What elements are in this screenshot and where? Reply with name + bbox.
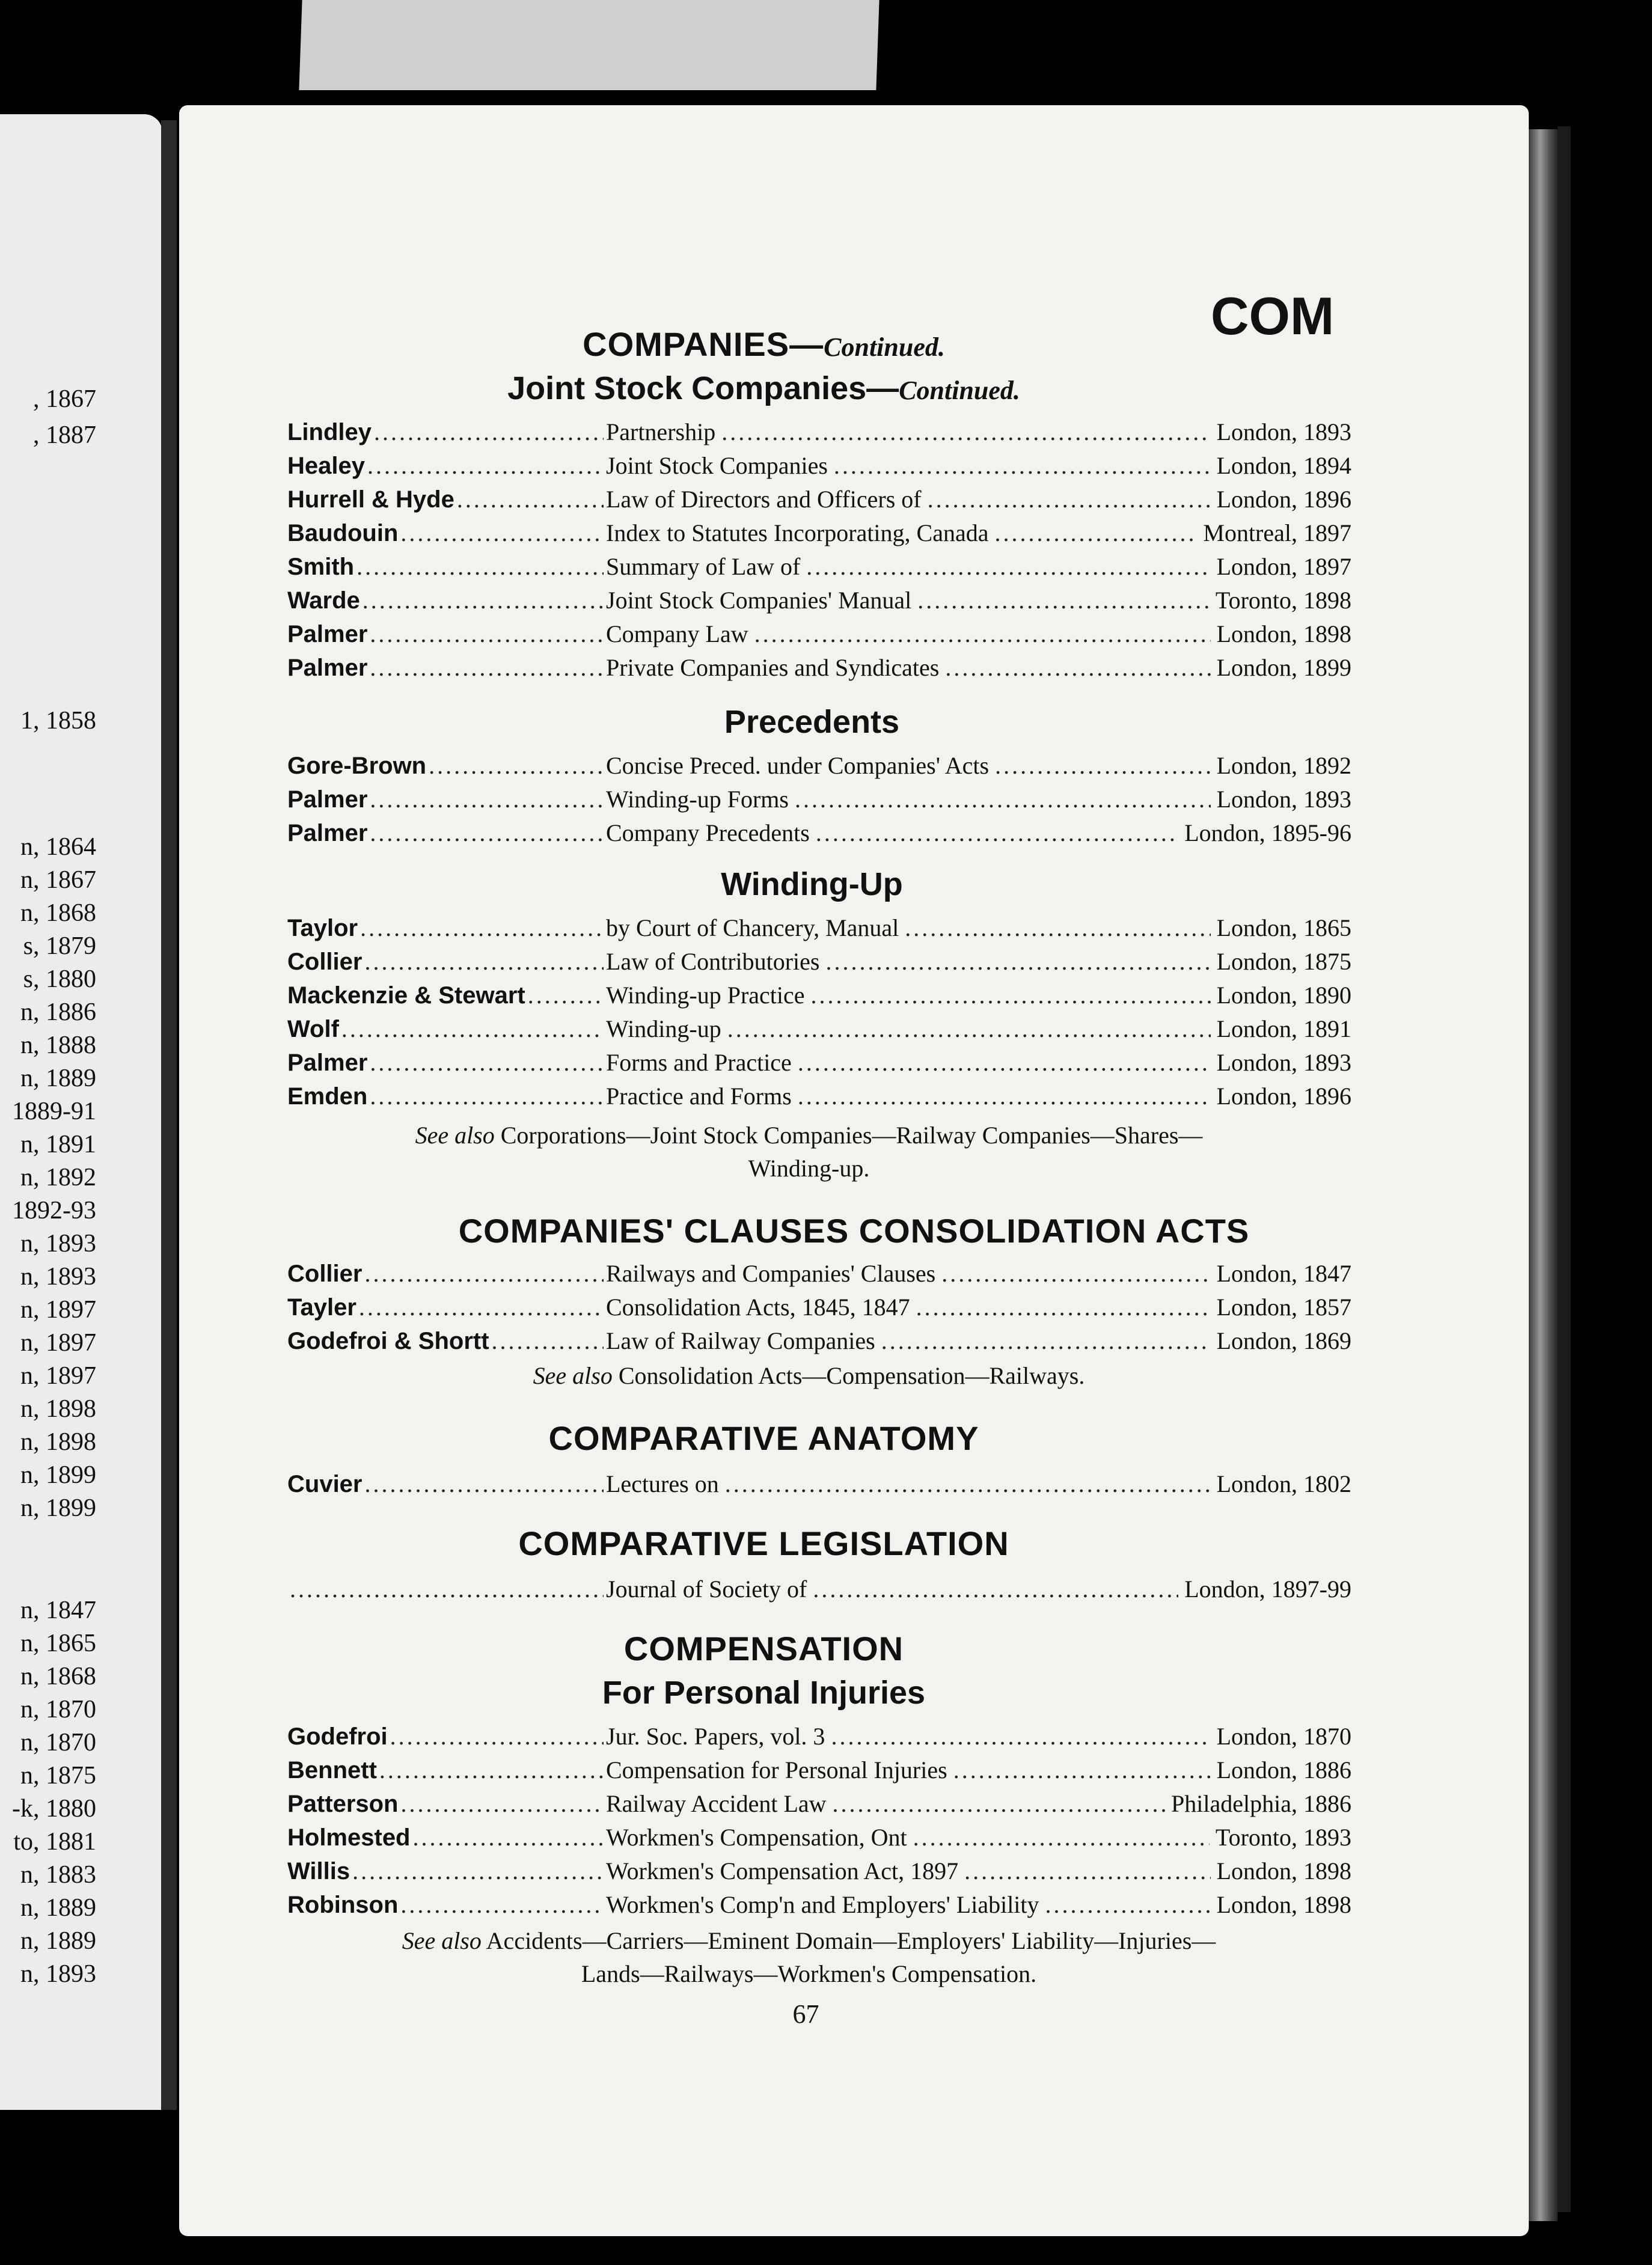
entry-author: Palmer bbox=[287, 1050, 368, 1076]
left-page-fragment: n, 1899 bbox=[20, 1461, 96, 1489]
entry-place-date: London, 1891 bbox=[1213, 1015, 1351, 1043]
entry-place-date: London, 1893 bbox=[1213, 785, 1351, 813]
dot-leader bbox=[528, 981, 604, 1009]
entry-row bbox=[287, 653, 1351, 687]
entry-place-date: London, 1893 bbox=[1213, 418, 1351, 446]
entry-author: Willis bbox=[287, 1858, 350, 1884]
left-page-fragment: n, 1875 bbox=[20, 1762, 96, 1790]
entry-row bbox=[287, 981, 1351, 1015]
dot-leader bbox=[913, 1823, 1210, 1851]
entry-author: Godefroi bbox=[287, 1723, 388, 1750]
entry-row bbox=[287, 947, 1351, 981]
left-page-fragment: 1892-93 bbox=[12, 1197, 96, 1224]
entry-title: Company Precedents bbox=[606, 819, 813, 847]
entry-title: Joint Stock Companies bbox=[606, 451, 831, 480]
left-page-fragment: n, 1898 bbox=[20, 1395, 96, 1423]
dot-leader bbox=[370, 1048, 604, 1077]
left-page-fragment: n, 1888 bbox=[20, 1032, 96, 1059]
entry-title: Summary of Law of bbox=[606, 552, 804, 581]
entry-author: Godefroi & Shortt bbox=[287, 1328, 489, 1354]
see-also-label: See also bbox=[402, 1927, 482, 1954]
dot-leader bbox=[995, 751, 1210, 780]
entry-row bbox=[287, 751, 1351, 785]
see-also-corporations bbox=[179, 1121, 1439, 1149]
entry-title: Forms and Practice bbox=[606, 1048, 795, 1077]
left-page-fragment: n, 1897 bbox=[20, 1329, 96, 1357]
see-also-consolidation bbox=[179, 1362, 1439, 1390]
entry-title: Workmen's Compensation, Ont bbox=[606, 1823, 911, 1851]
dot-leader bbox=[727, 1015, 1211, 1043]
entry-author: Healey bbox=[287, 453, 365, 479]
entry-row bbox=[287, 1082, 1351, 1116]
entry-row bbox=[287, 620, 1351, 653]
page-edge bbox=[1529, 129, 1558, 2221]
entry-place-date: London, 1869 bbox=[1213, 1327, 1351, 1355]
entry-author: Taylor bbox=[287, 915, 358, 941]
entry-row bbox=[287, 1575, 1351, 1609]
dot-leader bbox=[754, 620, 1211, 648]
dot-leader bbox=[413, 1823, 604, 1851]
dot-leader bbox=[813, 1575, 1178, 1603]
entry-title: Winding-up bbox=[606, 1015, 725, 1043]
see-also-text: Consolidation Acts—Compensation—Railways. bbox=[618, 1362, 1085, 1389]
see-also-accidents bbox=[179, 1927, 1439, 1955]
heading-winding-up: Winding-Up bbox=[721, 866, 903, 902]
dot-leader bbox=[905, 914, 1210, 942]
dot-leader bbox=[352, 1857, 604, 1885]
see-also-text: Corporations—Joint Stock Companies—Railway Companies—Shares— bbox=[500, 1122, 1203, 1149]
entry-author: Warde bbox=[287, 587, 360, 614]
entry-author: Collier bbox=[287, 949, 363, 975]
entry-author: Lindley bbox=[287, 419, 372, 445]
dot-leader bbox=[400, 519, 604, 547]
entry-row bbox=[287, 1756, 1351, 1790]
dot-leader bbox=[370, 620, 604, 648]
entry-row bbox=[287, 819, 1351, 852]
left-page-fragment: n, 1889 bbox=[20, 1927, 96, 1955]
entry-row bbox=[287, 485, 1351, 519]
dot-leader bbox=[457, 485, 604, 513]
entry-author: Robinson bbox=[287, 1892, 399, 1918]
dot-leader bbox=[811, 981, 1211, 1009]
left-page-fragment: to, 1881 bbox=[13, 1828, 96, 1856]
left-page-fragment: n, 1889 bbox=[20, 1894, 96, 1922]
dot-leader bbox=[798, 1048, 1211, 1077]
entry-title: Practice and Forms bbox=[606, 1082, 795, 1110]
heading-clauses: COMPANIES' CLAUSES CONSOLIDATION ACTS bbox=[458, 1212, 1250, 1250]
dot-leader bbox=[725, 1470, 1211, 1498]
entry-author: Bennett bbox=[287, 1757, 377, 1784]
left-page-fragment: n, 1897 bbox=[20, 1362, 96, 1390]
entry-row bbox=[287, 914, 1351, 947]
entry-author: Baudouin bbox=[287, 520, 399, 546]
dot-leader bbox=[341, 1015, 604, 1043]
entry-author: Holmested bbox=[287, 1824, 411, 1851]
heading-companies-cont: Continued. bbox=[824, 332, 945, 362]
dot-leader bbox=[370, 1082, 604, 1110]
entry-author: Gore-Brown bbox=[287, 753, 427, 779]
page-gutter bbox=[161, 120, 177, 2110]
entry-title: Company Law bbox=[606, 620, 752, 648]
heading-compensation: COMPENSATION bbox=[623, 1630, 904, 1667]
dot-leader bbox=[360, 914, 604, 942]
left-page-fragment: , 1887 bbox=[33, 421, 96, 449]
left-page-fragment: n, 1870 bbox=[20, 1729, 96, 1756]
entry-title: Law of Contributories bbox=[606, 947, 824, 976]
dot-leader bbox=[806, 552, 1210, 581]
entry-row bbox=[287, 785, 1351, 819]
entry-title: Index to Statutes Incorporating, Canada bbox=[606, 519, 992, 547]
dot-leader bbox=[916, 1293, 1211, 1321]
entry-author: Palmer bbox=[287, 621, 368, 647]
see-also-text: Accidents—Carriers—Eminent Domain—Employers' Liability—Injuries— bbox=[486, 1927, 1216, 1954]
entry-row bbox=[287, 1722, 1351, 1756]
entry-row bbox=[287, 552, 1351, 586]
entry-title: Concise Preced. under Companies' Acts bbox=[606, 751, 993, 780]
dot-leader bbox=[359, 1293, 604, 1321]
left-page-fragment: n, 1864 bbox=[20, 833, 96, 861]
left-page bbox=[0, 114, 162, 2110]
entry-title: Winding-up Practice bbox=[606, 981, 809, 1009]
entry-author: Cuvier bbox=[287, 1471, 363, 1497]
entry-place-date: London, 1890 bbox=[1213, 981, 1351, 1009]
entry-title: Winding-up Forms bbox=[606, 785, 792, 813]
dot-leader bbox=[928, 485, 1211, 513]
dot-leader bbox=[379, 1756, 604, 1784]
dot-leader bbox=[941, 1259, 1210, 1288]
heading-joint-stock bbox=[179, 370, 1439, 407]
dot-leader bbox=[833, 1790, 1165, 1818]
left-page-fragment: n, 1870 bbox=[20, 1696, 96, 1723]
entry-row bbox=[287, 451, 1351, 485]
entry-title: by Court of Chancery, Manual bbox=[606, 914, 902, 942]
dot-leader bbox=[826, 947, 1211, 976]
entry-author: Wolf bbox=[287, 1016, 339, 1042]
left-page-fragment: n, 1889 bbox=[20, 1065, 96, 1092]
entry-place-date: London, 1895-96 bbox=[1181, 819, 1351, 847]
dot-leader bbox=[364, 1259, 604, 1288]
entry-place-date: Toronto, 1898 bbox=[1212, 586, 1351, 614]
dot-leader bbox=[881, 1327, 1211, 1355]
left-page-fragment: n, 1893 bbox=[20, 1263, 96, 1291]
entry-place-date: London, 1898 bbox=[1213, 1891, 1351, 1919]
left-page-fragment: n, 1893 bbox=[20, 1230, 96, 1258]
dot-leader bbox=[721, 418, 1210, 446]
heading-personal-injuries: For Personal Injuries bbox=[602, 1675, 926, 1711]
entry-place-date: Philadelphia, 1886 bbox=[1167, 1790, 1351, 1818]
dot-leader bbox=[400, 1891, 604, 1919]
dot-leader bbox=[365, 1470, 604, 1498]
entry-place-date: London, 1802 bbox=[1213, 1470, 1351, 1498]
entry-row bbox=[287, 1857, 1351, 1891]
page-number: 67 bbox=[792, 1999, 819, 2029]
entry-place-date: London, 1898 bbox=[1213, 620, 1351, 648]
entry-author: Hurrell & Hyde bbox=[287, 486, 454, 513]
dot-leader bbox=[370, 785, 604, 813]
entry-place-date: London, 1899 bbox=[1213, 653, 1351, 682]
left-page-fragment: 1889-91 bbox=[12, 1098, 96, 1125]
entry-title: Compensation for Personal Injuries bbox=[606, 1756, 951, 1784]
entry-row bbox=[287, 586, 1351, 620]
left-page-fragment: n, 1893 bbox=[20, 1960, 96, 1988]
dot-leader bbox=[795, 785, 1211, 813]
entry-place-date: London, 1847 bbox=[1213, 1259, 1351, 1288]
entry-title: Workmen's Comp'n and Employers' Liability bbox=[606, 1891, 1043, 1919]
dot-leader bbox=[370, 819, 604, 847]
see-also-label: See also bbox=[533, 1362, 613, 1389]
entry-place-date: London, 1896 bbox=[1213, 485, 1351, 513]
dot-leader bbox=[1045, 1891, 1211, 1919]
left-page-fragment: n, 1898 bbox=[20, 1428, 96, 1456]
dot-leader bbox=[798, 1082, 1211, 1110]
entry-row bbox=[287, 1790, 1351, 1823]
entry-title: Workmen's Compensation Act, 1897 bbox=[606, 1857, 962, 1885]
dot-leader bbox=[953, 1756, 1211, 1784]
left-page-fragment: n, 1865 bbox=[20, 1630, 96, 1657]
dot-leader bbox=[374, 418, 604, 446]
left-page-fragment: -k, 1880 bbox=[12, 1795, 96, 1823]
entry-place-date: London, 1886 bbox=[1213, 1756, 1351, 1784]
heading-legislation: COMPARATIVE LEGISLATION bbox=[518, 1524, 1009, 1562]
entry-row bbox=[287, 1327, 1351, 1360]
entry-title: Law of Railway Companies bbox=[606, 1327, 879, 1355]
left-page-fragment: n, 1897 bbox=[20, 1296, 96, 1324]
left-page-fragment: s, 1879 bbox=[23, 932, 96, 960]
entry-author: Palmer bbox=[287, 820, 368, 846]
dot-leader bbox=[917, 586, 1210, 614]
dot-leader bbox=[390, 1722, 604, 1750]
left-page-fragment: s, 1880 bbox=[23, 965, 96, 993]
entry-place-date: London, 1865 bbox=[1213, 914, 1351, 942]
left-page-fragment: n, 1847 bbox=[20, 1597, 96, 1624]
dot-leader bbox=[831, 1722, 1210, 1750]
dot-leader bbox=[429, 751, 604, 780]
dot-leader bbox=[994, 519, 1197, 547]
dot-leader bbox=[834, 451, 1211, 480]
page-edge-shadow bbox=[1558, 126, 1571, 2212]
entry-author: Tayler bbox=[287, 1294, 356, 1321]
dot-leader bbox=[290, 1575, 604, 1603]
entry-author: Palmer bbox=[287, 786, 368, 813]
entry-place-date: Montreal, 1897 bbox=[1199, 519, 1351, 547]
background-top-strip bbox=[299, 0, 879, 90]
entry-title: Railways and Companies' Clauses bbox=[606, 1259, 939, 1288]
entry-row bbox=[287, 1891, 1351, 1924]
left-page-fragment: n, 1886 bbox=[20, 998, 96, 1026]
entry-title: Partnership bbox=[606, 418, 719, 446]
entry-row bbox=[287, 1048, 1351, 1082]
entry-author: Palmer bbox=[287, 655, 368, 681]
heading-companies bbox=[179, 325, 1439, 364]
dot-leader bbox=[364, 947, 604, 976]
entry-row bbox=[287, 1015, 1351, 1048]
see-also-corporations-line2: Winding-up. bbox=[748, 1155, 870, 1182]
entry-title: Railway Accident Law bbox=[606, 1790, 830, 1818]
entry-place-date: London, 1898 bbox=[1213, 1857, 1351, 1885]
entry-place-date: Toronto, 1893 bbox=[1212, 1823, 1351, 1851]
entry-place-date: London, 1897 bbox=[1213, 552, 1351, 581]
dot-leader bbox=[945, 653, 1210, 682]
dot-leader bbox=[356, 552, 604, 581]
entry-title: Joint Stock Companies' Manual bbox=[606, 586, 915, 614]
entry-row bbox=[287, 1293, 1351, 1327]
entry-author: Patterson bbox=[287, 1791, 399, 1817]
dot-leader bbox=[964, 1857, 1210, 1885]
left-page-fragment: , 1867 bbox=[33, 385, 96, 413]
entry-title: Journal of Society of bbox=[606, 1575, 810, 1603]
left-page-fragment: n, 1867 bbox=[20, 866, 96, 894]
heading-joint-stock-text: Joint Stock Companies— bbox=[507, 370, 899, 406]
entry-title: Private Companies and Syndicates bbox=[606, 653, 943, 682]
entry-place-date: London, 1893 bbox=[1213, 1048, 1351, 1077]
left-page-fragment: n, 1899 bbox=[20, 1494, 96, 1522]
dot-leader bbox=[370, 653, 604, 682]
entry-row bbox=[287, 1823, 1351, 1857]
dot-leader bbox=[401, 1790, 604, 1818]
entry-row bbox=[287, 519, 1351, 552]
left-page-fragment: n, 1868 bbox=[20, 1663, 96, 1690]
left-page-fragment: n, 1892 bbox=[20, 1164, 96, 1191]
heading-joint-stock-cont: Continued. bbox=[899, 376, 1020, 405]
left-page-fragment: 1, 1858 bbox=[20, 707, 96, 735]
dot-leader bbox=[816, 819, 1178, 847]
see-also-accidents-line2: Lands—Railways—Workmen's Compensation. bbox=[581, 1960, 1037, 1987]
entry-row bbox=[287, 1470, 1351, 1503]
left-page-fragment: n, 1883 bbox=[20, 1861, 96, 1889]
entry-row bbox=[287, 418, 1351, 451]
dot-leader bbox=[363, 586, 604, 614]
entry-place-date: London, 1897-99 bbox=[1181, 1575, 1351, 1603]
entry-title: Law of Directors and Officers of bbox=[606, 485, 925, 513]
left-page-fragment: n, 1891 bbox=[20, 1131, 96, 1158]
entry-author: Emden bbox=[287, 1083, 368, 1110]
heading-precedents: Precedents bbox=[724, 704, 900, 740]
entry-author: Mackenzie & Stewart bbox=[287, 982, 525, 1009]
dot-leader bbox=[367, 451, 604, 480]
entry-place-date: London, 1857 bbox=[1213, 1293, 1351, 1321]
heading-anatomy: COMPARATIVE ANATOMY bbox=[548, 1419, 979, 1457]
dot-leader bbox=[492, 1327, 604, 1355]
entry-place-date: London, 1870 bbox=[1213, 1722, 1351, 1750]
see-also-label: See also bbox=[415, 1122, 495, 1149]
entry-place-date: London, 1875 bbox=[1213, 947, 1351, 976]
entry-title: Consolidation Acts, 1845, 1847 bbox=[606, 1293, 914, 1321]
entry-row bbox=[287, 1259, 1351, 1293]
heading-companies-text: COMPANIES— bbox=[583, 325, 824, 363]
column-head: COM bbox=[1211, 286, 1335, 346]
entry-place-date: London, 1896 bbox=[1213, 1082, 1351, 1110]
left-page-fragment: n, 1868 bbox=[20, 899, 96, 927]
entry-author: Smith bbox=[287, 554, 355, 580]
entry-title: Lectures on bbox=[606, 1470, 723, 1498]
entry-place-date: London, 1892 bbox=[1213, 751, 1351, 780]
entry-author: Collier bbox=[287, 1261, 363, 1287]
entry-place-date: London, 1894 bbox=[1213, 451, 1351, 480]
entry-title: Jur. Soc. Papers, vol. 3 bbox=[606, 1722, 828, 1750]
right-page bbox=[179, 105, 1529, 2236]
